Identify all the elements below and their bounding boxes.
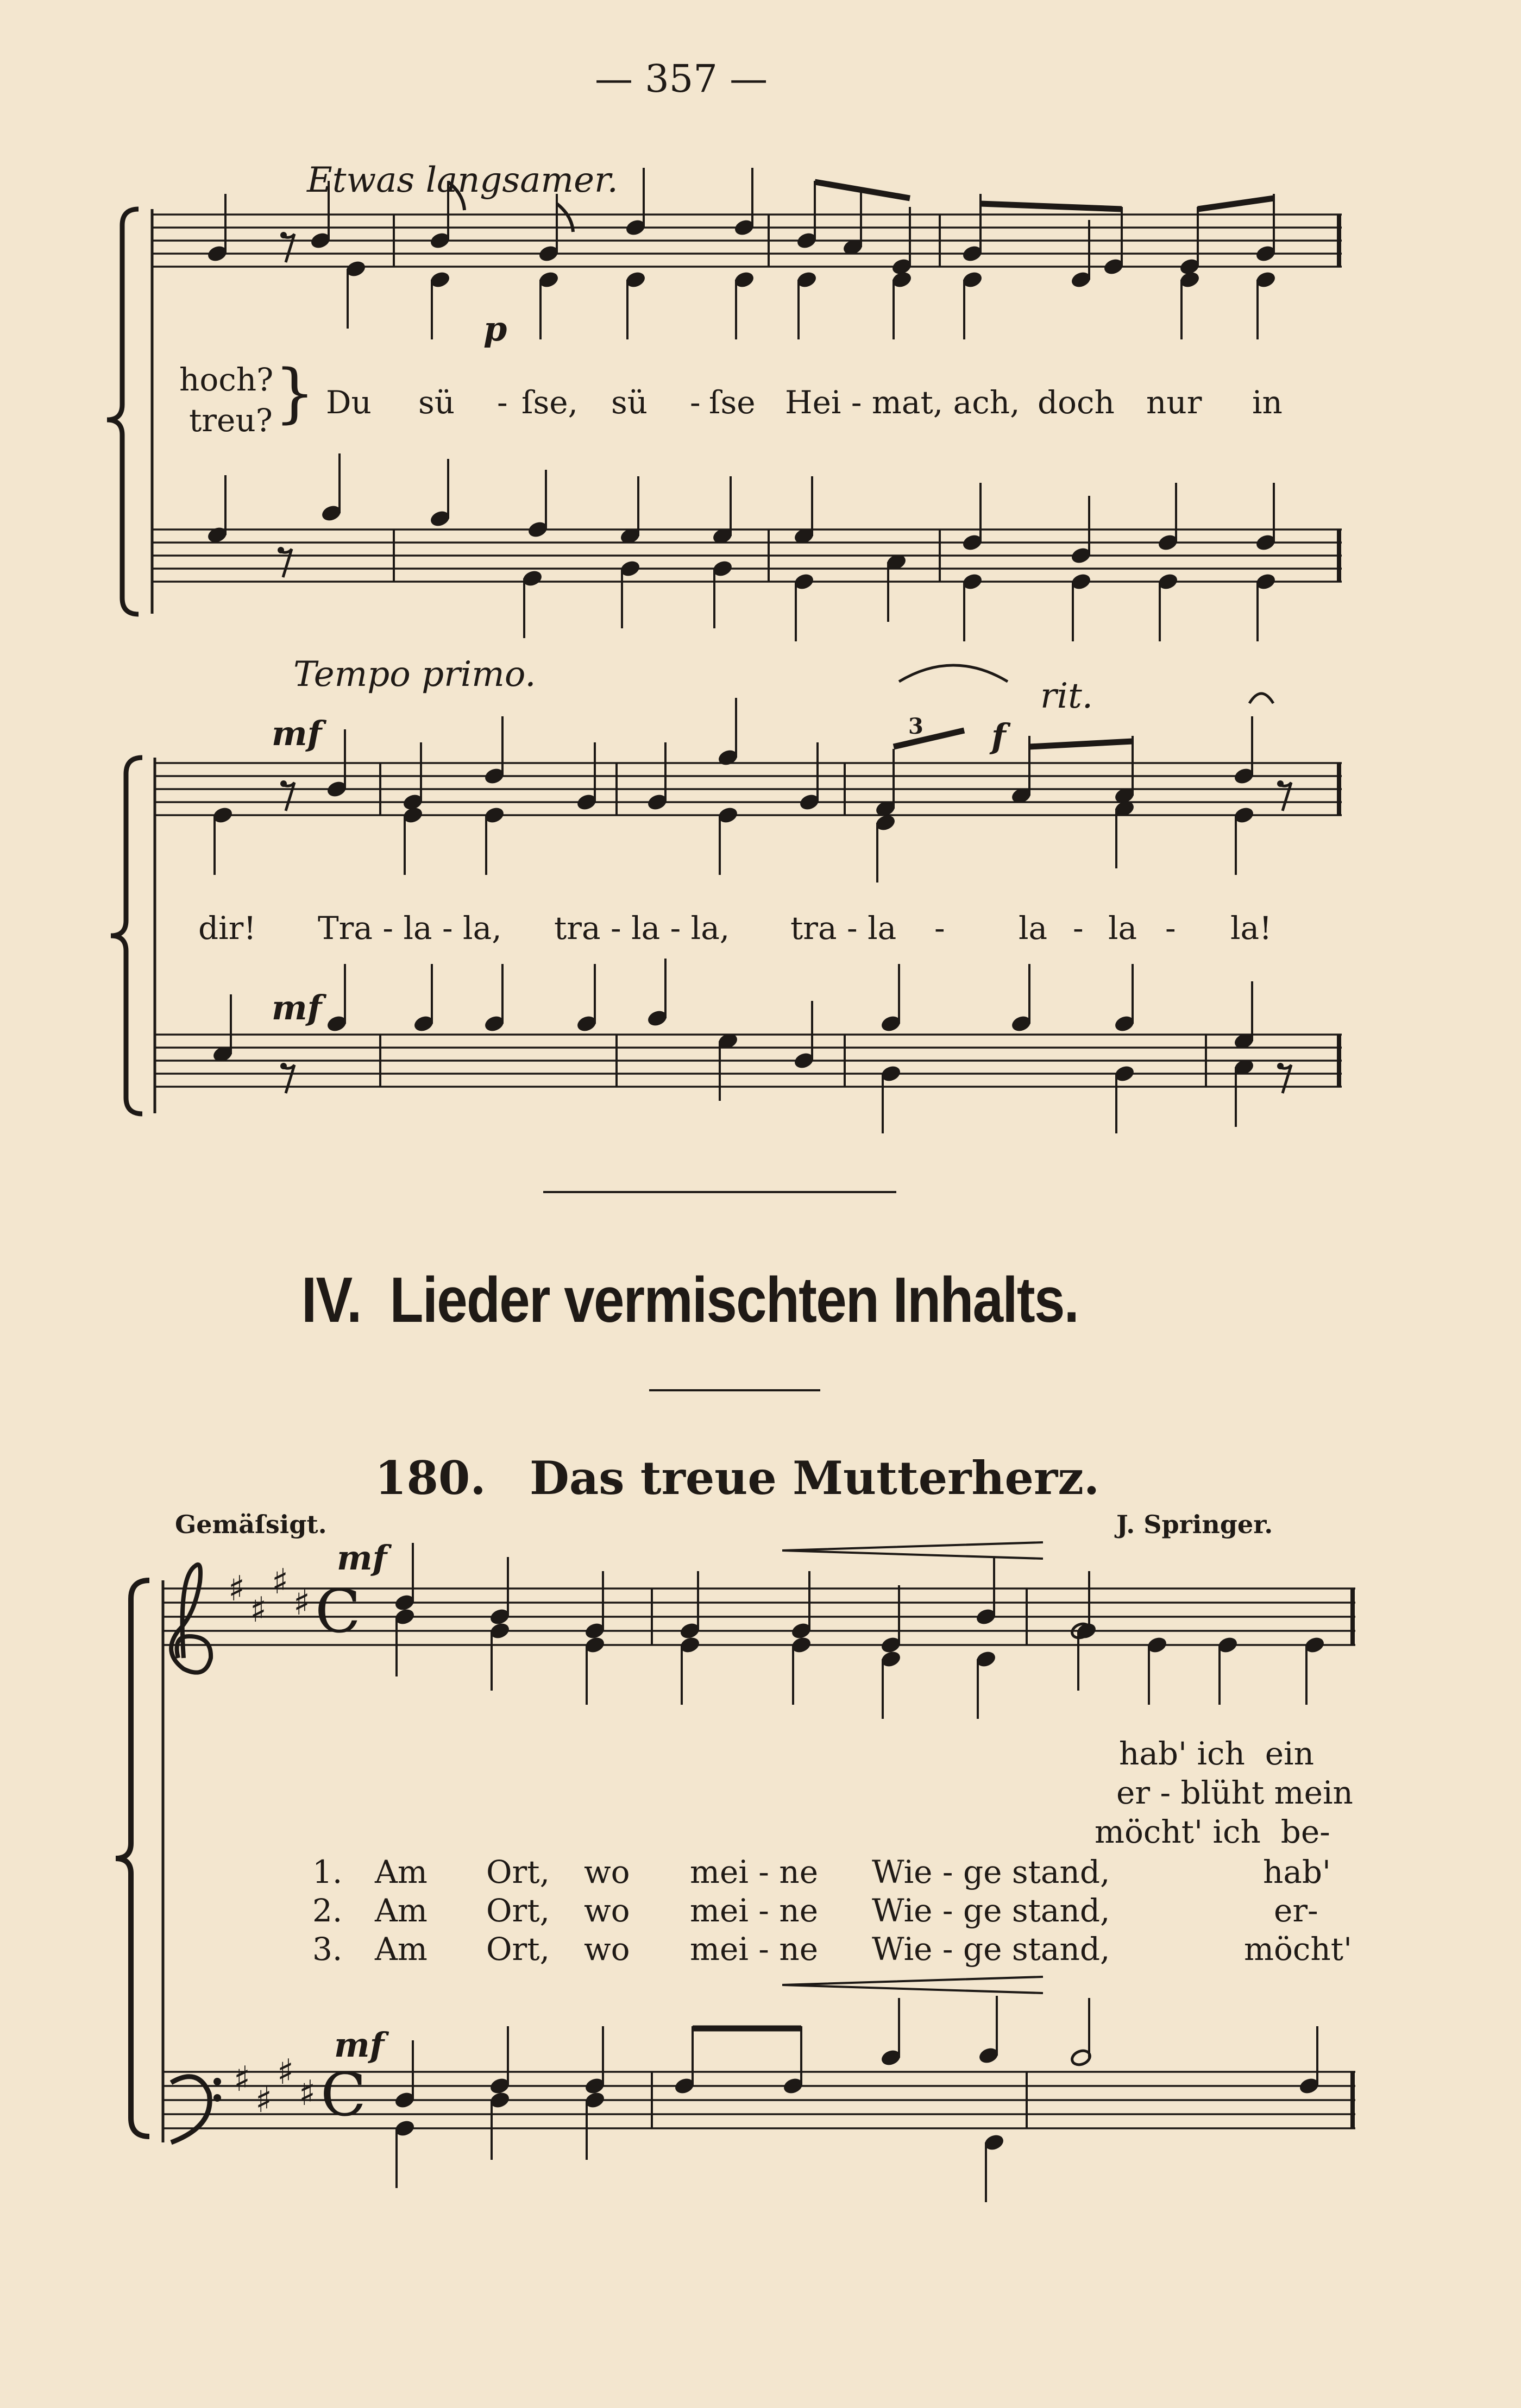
- verse-word: Wie - ge stand,: [872, 1854, 1110, 1890]
- bracket-lyric-1: hoch?: [179, 361, 274, 398]
- verse-word: mei - ne: [690, 1931, 819, 1968]
- lyric-s1-2: -: [497, 384, 508, 421]
- dynamic-mf-song: mf: [337, 1538, 387, 1578]
- bracket-lyric-2: treu?: [189, 402, 273, 439]
- verse-word: mei - ne: [690, 1892, 819, 1929]
- forte-marking: f: [991, 716, 1006, 756]
- eighth-rest-dot: [1277, 1063, 1284, 1069]
- lyric-s1-1: sü: [418, 384, 455, 421]
- sharp-sign: ♯: [250, 1590, 267, 1630]
- sharp-sign: ♯: [299, 2073, 316, 2114]
- lyric-brace: }: [274, 355, 316, 430]
- verse-word: Am: [375, 1892, 428, 1929]
- sharp-sign: ♯: [272, 1562, 288, 1602]
- sharp-sign: ♯: [293, 1583, 310, 1623]
- verse-word: Am: [375, 1854, 428, 1890]
- lyric-s1-4: sü: [611, 384, 648, 421]
- lyric-s2-0: dir!: [198, 910, 256, 947]
- composer: J. Springer.: [1116, 1510, 1273, 1539]
- verse-word: Ort,: [486, 1892, 550, 1929]
- dynamic-marking: p: [483, 309, 507, 349]
- common-time: C: [315, 1577, 361, 1646]
- beam: [981, 204, 1122, 209]
- sharp-sign: ♯: [277, 2052, 294, 2092]
- lyric-s2-5: la: [1019, 910, 1048, 947]
- treble-clef: [171, 1565, 211, 1673]
- verse-number: 1.: [312, 1854, 343, 1890]
- system-brace-3: [116, 1580, 149, 2136]
- eighth-rest-dot: [278, 547, 284, 553]
- verse-word: Wie - ge stand,: [872, 1931, 1110, 1968]
- beam: [894, 730, 964, 747]
- eighth-rest-dot: [280, 1063, 287, 1069]
- beam: [1029, 741, 1133, 747]
- lyric-s2-3: tra - la: [790, 910, 897, 947]
- sharp-sign: ♯: [228, 1569, 245, 1609]
- lyric-s1-5: -: [690, 384, 701, 421]
- sharp-sign: ♯: [255, 2081, 272, 2121]
- eighth-rest-dot: [1277, 780, 1284, 787]
- verse-number: 3.: [312, 1931, 343, 1968]
- song-number: 180.: [375, 1451, 486, 1505]
- upper-lyric-3: möcht' ich be-: [1095, 1813, 1330, 1850]
- verse-end: möcht': [1244, 1931, 1353, 1968]
- lyric-s2-8: -: [1165, 910, 1176, 947]
- verse-word: wo: [584, 1892, 630, 1929]
- rit-marking: rit.: [1040, 676, 1093, 716]
- verse-end: hab': [1263, 1854, 1331, 1890]
- eighth-rest-dot: [280, 232, 287, 238]
- upper-lyric-2: er - blüht mein: [1116, 1774, 1353, 1811]
- tempo-marking: Etwas langsamer.: [307, 160, 618, 200]
- triplet-number: 3: [908, 714, 923, 739]
- verse-word: Am: [375, 1931, 428, 1968]
- decrescendo-hairpin: [782, 1542, 1043, 1559]
- verse-number: 2.: [312, 1892, 343, 1929]
- fermata: [1249, 694, 1273, 703]
- verse-word: wo: [584, 1854, 630, 1890]
- verse-word: wo: [584, 1931, 630, 1968]
- eighth-rest-dot: [280, 780, 287, 787]
- bass-clef-dot: [213, 2094, 221, 2102]
- dynamic-mf: mf: [272, 714, 322, 753]
- lyric-s2-1: Tra - la - la,: [318, 910, 502, 947]
- beam: [815, 182, 910, 198]
- dynamic-mf-bass: mf: [272, 988, 322, 1028]
- verse-end: er-: [1274, 1892, 1318, 1929]
- common-time: C: [320, 2060, 367, 2129]
- system-brace-2: [111, 758, 142, 1114]
- tempo-marking-2: Tempo primo.: [293, 654, 536, 695]
- sharp-sign: ♯: [234, 2059, 250, 2100]
- lyric-s2-4: -: [934, 910, 945, 947]
- lyric-s1-3: ſse,: [521, 384, 578, 421]
- lyric-s1-7: Hei - mat, ach,: [785, 384, 1020, 421]
- lyric-s1-9: nur: [1146, 384, 1202, 421]
- upper-lyric-1: hab' ich ein: [1119, 1735, 1314, 1772]
- system-brace: [107, 209, 139, 614]
- verse-word: mei - ne: [690, 1854, 819, 1890]
- lyric-s1-8: doch: [1038, 384, 1115, 421]
- lyric-s2-6: -: [1073, 910, 1084, 947]
- decrescendo-hairpin-bass: [782, 1977, 1043, 1993]
- lyric-s2-7: la: [1108, 910, 1137, 947]
- slur: [899, 665, 1008, 682]
- verse-word: Wie - ge stand,: [872, 1892, 1110, 1929]
- dynamic-mf-song-bass: mf: [334, 2025, 385, 2065]
- bass-clef-dot: [213, 2078, 221, 2085]
- tempo-gemaessigt: Gemäſsigt.: [175, 1510, 327, 1539]
- lyric-s2-9: la!: [1230, 910, 1272, 947]
- beam: [1198, 198, 1274, 209]
- lyric-s1-0: Du: [326, 384, 372, 421]
- lyric-s1-6: ſse: [709, 384, 756, 421]
- lyric-s1-10: in: [1252, 384, 1283, 421]
- verse-word: Ort,: [486, 1854, 550, 1890]
- verse-word: Ort,: [486, 1931, 550, 1968]
- song-title: Das treue Mutterherz.: [530, 1451, 1100, 1505]
- section-title: IV. Lieder vermischten Inhalts.: [301, 1264, 1079, 1336]
- lyric-s2-2: tra - la - la,: [554, 910, 730, 947]
- page-number: — 357 —: [595, 56, 768, 101]
